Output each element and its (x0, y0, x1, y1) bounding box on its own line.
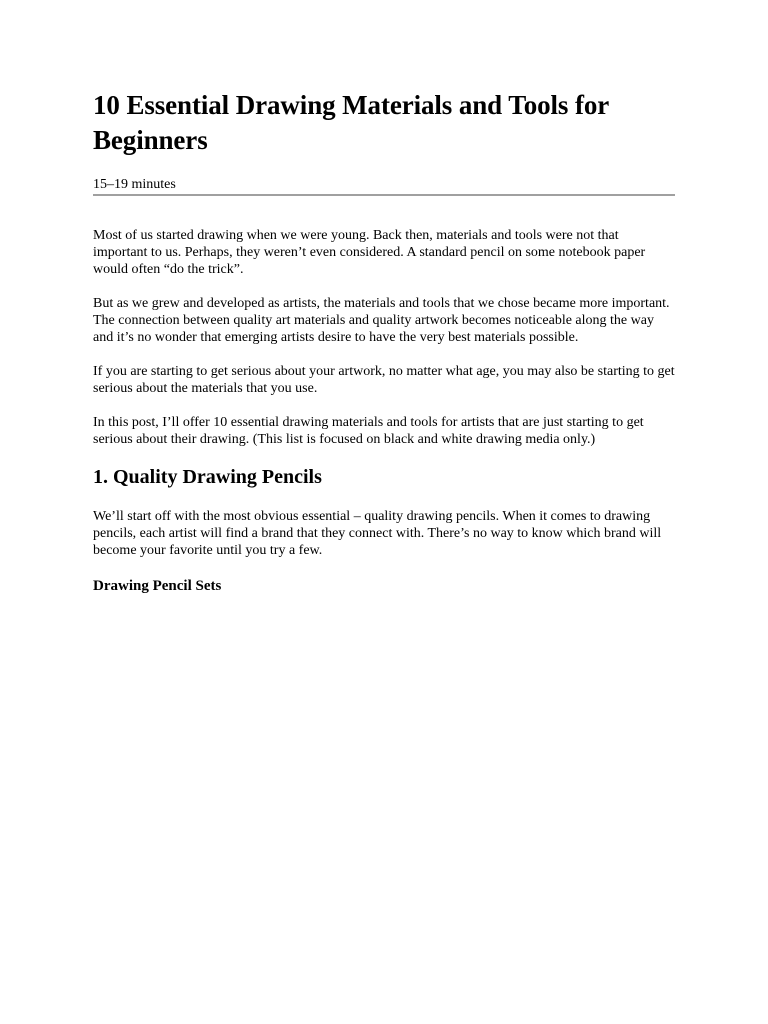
article-title: 10 Essential Drawing Materials and Tools for Beginners (93, 90, 609, 155)
title-divider (93, 194, 675, 196)
read-time: 15–19 minutes (93, 177, 176, 192)
subheading-pencil-sets: Drawing Pencil Sets (93, 578, 222, 594)
intro-paragraph-2: But as we grew and developed as artists, the materials and tools that we chose became more important. The connection between quality art materials and quality artwork becomes noticeable along the way and it’s no wonder that emerging artists desire to have the very best materials possible. (93, 296, 670, 345)
intro-paragraph-1: Most of us started drawing when we were young. Back then, materials and tools were not that important to us. Perhaps, they weren’t even considered. A standard pencil on some notebook paper would often “do the trick”. (93, 228, 646, 277)
intro-paragraph-4: In this post, I’ll offer 10 essential drawing materials and tools for artists that are just starting to get serious about their drawing. (This list is focused on black and white drawing media only.) (93, 415, 644, 447)
intro-paragraph-3: If you are starting to get serious about your artwork, no matter what age, you may also be starting to get serious about the materials that you use. (93, 364, 675, 396)
section-heading-quality-pencils: 1. Quality Drawing Pencils (93, 466, 322, 488)
section-paragraph-quality-pencils: We’ll start off with the most obvious essential – quality drawing pencils. When it comes to drawing pencils, each artist will find a brand that they connect with. There’s no way to know which brand will become your favorite until you try a few. (93, 509, 662, 558)
